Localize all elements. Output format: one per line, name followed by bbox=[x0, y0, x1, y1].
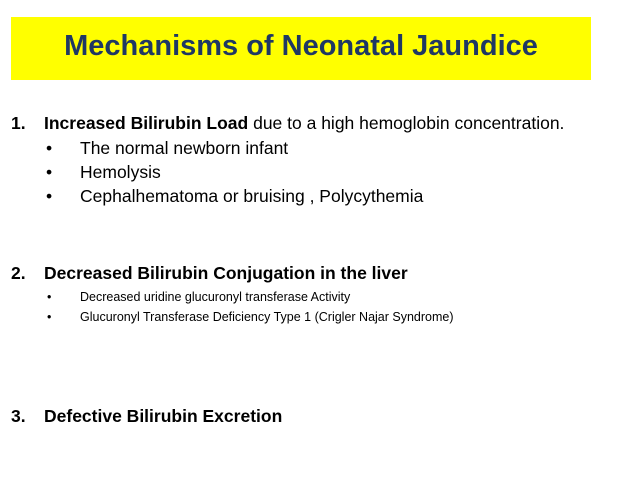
bullet-icon: • bbox=[47, 310, 52, 324]
item-heading-2: Decreased Bilirubin Conjugation in the liver bbox=[44, 263, 408, 283]
slide-title: Mechanisms of Neonatal Jaundice bbox=[64, 30, 538, 62]
sub-item-text: Hemolysis bbox=[80, 162, 161, 182]
bullet-icon: • bbox=[46, 186, 53, 206]
item-text-1 bbox=[44, 115, 564, 133]
item-number-3: 3. bbox=[11, 406, 26, 426]
bullet-icon: • bbox=[47, 290, 52, 304]
sub-item-text: Decreased uridine glucuronyl transferase Activity bbox=[80, 290, 351, 304]
item-rest-1: due to a high hemoglobin concentration. bbox=[248, 113, 565, 133]
bullet-icon: • bbox=[46, 138, 53, 158]
sub-item-text: The normal newborn infant bbox=[80, 138, 289, 158]
title-banner bbox=[11, 17, 591, 80]
item-number-1: 1. bbox=[11, 113, 26, 133]
item-heading-1: Increased Bilirubin Load bbox=[44, 113, 249, 133]
item-number-2: 2. bbox=[11, 263, 26, 283]
sub-item-text: Cephalhematoma or bruising , Polycythemia bbox=[80, 186, 424, 206]
item-heading-3: Defective Bilirubin Excretion bbox=[44, 406, 283, 426]
bullet-icon: • bbox=[46, 162, 53, 182]
sub-item-text: Glucuronyl Transferase Deficiency Type 1 (Crigler Najar Syndrome) bbox=[80, 310, 454, 324]
